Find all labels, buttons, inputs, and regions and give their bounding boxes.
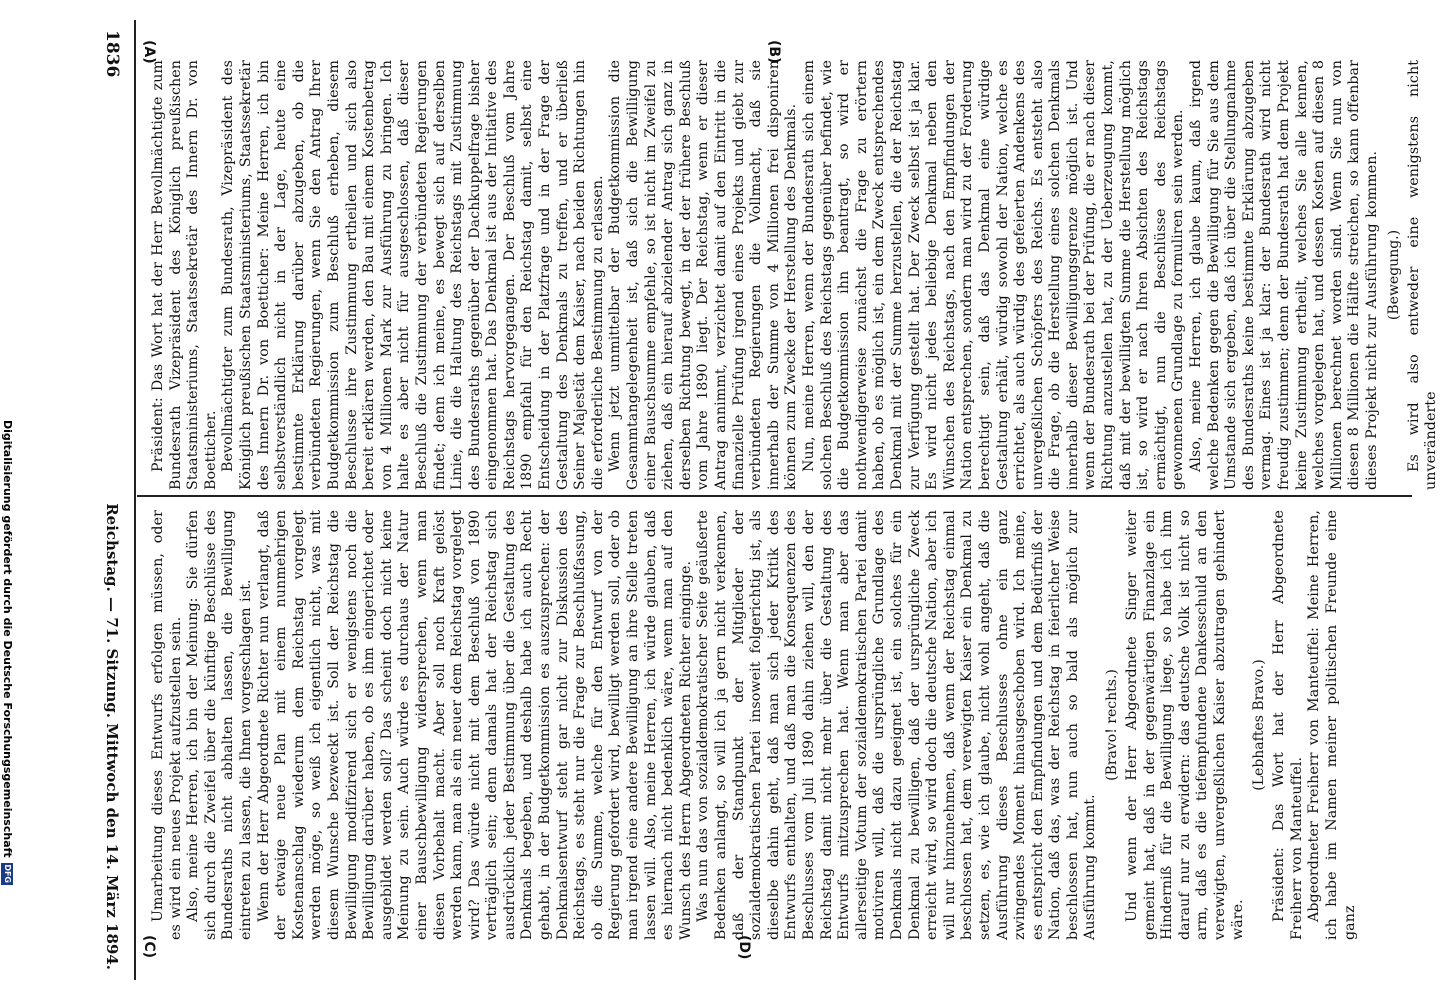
paragraph: Also, meine Herren, ich bin der Meinung: Sie dürfen sich durch die Zweifel über die künftige Beschlüsse des Bundesraths nicht abhalten lassen, die Bewilligung eintreten zu lassen, die Ihnen vorgeschlagen ist. bbox=[185, 510, 254, 940]
margin-marker-b: (B) bbox=[766, 40, 782, 64]
column-rule bbox=[137, 495, 1412, 497]
dfg-logo-icon: DFG bbox=[3, 864, 13, 883]
stage-direction: (Lebhaftes Bravo.) bbox=[1251, 659, 1268, 791]
paragraph: Bevollmächtigter zum Bundesrath, Vizepräsident des Königlich preußischen Staatsministeriums, Staatssekretär des Innern Dr. von Boetticher: Meine Herren, ich bin selbstverständlich nicht in der Lage, heute eine bestimmte Erklärung darüber abzugeben, ob die verbündeten Regierungen, wenn Sie den Antrag Ihrer Budgetkommission zum Beschluß erheben, diesem Beschlusse ihre Zustimmung ertheilen und sich also bereit erklären werden, den Bau mit einem Kostenbetrag von 4 Millionen Mark zur Ausführung zu bringen. Ich halte es aber nicht für ausgeschlossen, daß dieser Beschluß die Zustimmung der verbündeten Regierungen findet; denn ich meine, es bewegt sich auf derselben Linie, die die Haltung des Reichstags mit Zustimmung des Bundesraths gegenüber der Dachkuppelfrage bisher eingenommen hat. Das Denkmal ist aus der Initiative des Reichstags hervorgegangen. Der Beschluß vom Jahre 1890 empfahl für den Reichstag damit, selbst eine Entscheidung in der Platzfrage und in der Frage der Gestaltung des Denkmals zu treffen, und er überließ Seiner Majestät dem Kaiser, nach beiden Richtungen hin die erforderliche Bestimmung zu erlassen. bbox=[220, 60, 606, 490]
paragraph: Präsident: Das Wort hat der Herr Abgeordnete Freiherr von Manteuffel. bbox=[1271, 510, 1305, 940]
paragraph: Was nun das von sozialdemokratischer Seite geäußerte Bedenken anlangt, so will ich ja gern nicht verkennen, daß der Standpunkt der Mitglieder der sozialdemokratischen Partei insoweit folgerichtig ist, als dieselbe dahin geht, daß man sich jeder Kritik des Entwurfs enthalten, und daß man die Konsequenzen des Beschlusses vom Juli 1890 dahin ziehen will, den der Reichstag damit nicht mehr über die Gestaltung des Entwurfs mitzusprechen hat. Wenn man aber das allerseitige Votum der sozialdemokratischen Partei damit motiviren will, daß die ursprüngliche Grundlage des Denkmals nicht dazu geeignet ist, ein solches für ein Denkmal zu bewilligen, daß der ursprüngliche Zweck erreicht wird, so wird doch die deutsche Nation, aber ich will nur hinzunehmen, daß wenn der Reichstag einmal beschlossen hat, dem verewigten Kaiser ein Denkmal zu setzen, es, wie ich glaube, nicht wohl angeht, daß die Ausführung dieses Beschlusses ohne ein ganz zwingendes Moment hinausgeschoben wird. Ich meine, es entspricht den Empfindungen und dem Bedürfniß der Nation, daß das, was der Reichstag in feierlicher Weise beschlossen hat, nun auch so bald als möglich zur Ausführung kommt. bbox=[695, 510, 1099, 940]
margin-marker-a: (A) bbox=[141, 40, 157, 64]
paragraph: Also, meine Herren, ich glaube kaum, daß irgend welche Bedenken gegen die Bewilligung für Sie aus dem Umstande sich ergeben, daß ich über die Stellungnahme des Bundesraths keine bestimmte Erklärung abzugeben vermag. Eines ist ja klar: der Bundesrath wird nicht freudig zustimmen; denn der Bundesrath hat dem Projekt keine Zustimmung ertheilt, welches Sie alle kennen, welches vorgelegen hat, und dessen Kosten auf diesen 8 Millionen berechnet worden sind. Wenn Sie nun von diesen 8 Millionen die Hälfte streichen, so kann offenbar dieses Projekt nicht zur Ausführung kommen. bbox=[1188, 60, 1380, 490]
page-title: Reichstag. — 71. Sitzung. Mittwoch den 14. März 1894. bbox=[103, 503, 121, 970]
digitization-credit: Digitalisierung gefördert durch die Deutsche Forschungsgemeinschaft bbox=[1, 420, 14, 858]
paragraph: Umarbeitung dieses Entwurfs erfolgen müssen, oder es wird ein neues Projekt aufzustellen sein. bbox=[150, 510, 184, 940]
header-rule bbox=[134, 20, 136, 980]
left-column bbox=[142, 60, 1440, 490]
page-header bbox=[92, 30, 132, 970]
paragraph: Präsident: Das Wort hat der Herr Bevollmächtigte zum Bundesrath Vizepräsident des Königlich preußischen Staatsministeriums, Staatssekretär des Innern Dr. von Boetticher. bbox=[150, 60, 219, 490]
paragraph: Wenn der Herr Abgeordnete Richter nun verlangt, daß der etwaige neue Plan mit einem nunmehrigen Kostenanschlag wiederum dem Reichstag vorgelegt werden möge, so weiß ich eigentlich nicht, was mit diesem Wunsche bezweckt ist. Soll der Reichstag die Bewilligung modifizirend sich er wenigstens noch die Bewilligung darüber haben, ob es ihm eingerichtet oder ausgebildet werden soll? Das scheint doch nicht keine Meinung zu sein. Auch würde es durchaus der Natur einer Bauschbewilligung widersprechen, wenn man diesen Vorbehalt macht. Aber soll noch Kraft gelöst werden kann, man als ein neuer dem Reichstag vorgelegt wird? Das würde nicht mit dem Beschluß von 1890 verträglich sein; denn damals hat der Reichstag sich ausdrücklich jeder Bestimmung über die Gestaltung des Denkmals begeben, und deshalb habe ich auch Recht gehabt, in der Budgetkommission es auszusprechen: der Denkmalsentwurf steht gar nicht zur Diskussion des Reichstags, es steht nur die Frage zur Beschlußfassung, ob die Summe, welche für den Entwurf von der Regierung gefordert wird, bewilligt werden soll, oder ob man irgend eine andere Bewilligung an ihre Stelle treten lassen will. Also, meine Herren, ich würde glauben, daß es hiernach nicht bedenklich wäre, wenn man auf den Wunsch des Herrn Abgeordneten Richter einginge. bbox=[255, 510, 694, 940]
stage-direction: (Bewegung.) bbox=[1385, 229, 1402, 321]
paragraph: Nun, meine Herren, wenn der Bundesrath sich einem solchen Beschluß des Reichstags gegenüber befindet, wie die Budgetkommission ihn beantragt, so wird er nothwendigerweise zunächst die Frage zu erörtern haben, ob es möglich ist, ein dem Zweck entsprechendes Denkmal mit der Summe herzustellen, die der Reichstag zur Verfügung gestellt hat. Der Zweck selbst ist ja klar. Es wird nicht jedes beliebige Denkmal neben den Wünschen des Reichstags, nach den Empfindungen der Nation entsprechen, sondern man wird zu der Forderung berechtigt sein, daß das Denkmal eine würdige Gestaltung erhält, würdig sowohl der Nation, welche es errichtet, als auch würdig des gefeierten Andenkens des unvergeßlichen Schöpfers des Reichs. Es entsteht also die Frage, ob die Herstellung eines solchen Denkmals innerhalb dieser Bewilligungsgrenze möglich ist. Und wenn der Bundesrath bei der Prüfung, die er nach dieser Richtung anzustellen hat, zu der Ueberzeugung kommt, daß mit der bewilligten Summe die Herstellung möglich ist, so wird er nach Ihren Absichten des Reichstags ermächtigt, nun die Beschlüsse des Reichstags gewonnenen Grundlage zu formuliren sein werden. bbox=[800, 60, 1187, 490]
right-column bbox=[142, 510, 1432, 940]
paragraph: Abgeordneter Freiherr von Manteuffel: Meine Herren, ich habe im Namen meiner politischen Freunde eine ganz bbox=[1306, 510, 1358, 940]
page-number: 1836 bbox=[102, 30, 122, 78]
paragraph: Es wird also entweder eine wenigstens nicht unveränderte bbox=[1405, 60, 1440, 490]
paragraph: Wenn jetzt unmittelbar der Budgetkommission die Gesammtangelegenheit ist, daß sich die Bewilligung einer Bauschsumme empfehle, so ist nicht im Zweifel zu ziehen, daß ein hierauf abzielender Antrag sich ganz in derselben Richtung bewegt, in der der frühere Beschluß vom Jahre 1890 liegt. Der Reichstag, wenn er dieser Antrag annimmt, verzichtet damit auf den Eintritt in die finanzielle Prüfung irgend eines Projekts und giebt zur verbündeten Regierungen die Vollmacht, daß sie innerhalb der Summe von 4 Millionen frei disponiren können zum Zwecke der Herstellung des Denkmals. bbox=[607, 60, 800, 490]
stage-direction: (Bravo! rechts.) bbox=[1104, 669, 1121, 781]
margin-marker-d: (D) bbox=[736, 935, 752, 960]
paragraph: Und wenn der Herr Abgeordnete Singer weiter gemeint hat, daß in der gegenwärtigen Finanzlage ein Hinderniß für die Bewilligung liege, so habe ich ihm darauf nur zu erwidern: das deutsche Volk ist nicht so arm, daß es die tiefempfundene Dankesschuld an den verewigten, unvergeßlichen Kaiser abzutragen gehindert wäre. bbox=[1124, 510, 1246, 940]
margin-marker-c: (C) bbox=[141, 935, 157, 959]
